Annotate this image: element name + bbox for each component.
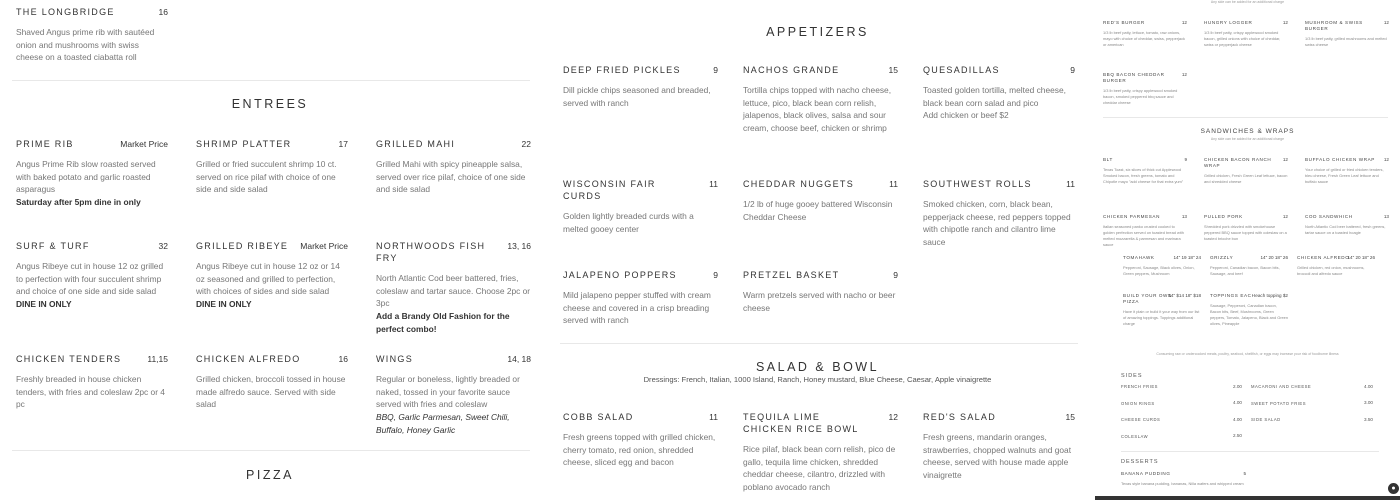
item-title: SURF & TURF: [16, 241, 90, 251]
side-item-name: FRENCH FRIES: [1121, 384, 1158, 389]
side-item-name: SIDE SALAD: [1251, 417, 1281, 422]
item-description: 1/3 lb beef patty, crispy applewood smoked bacon, smoked peppered bbq sauce and cheddar cheese: [1103, 88, 1178, 105]
menu-item: [743, 269, 898, 314]
item-description: Shredded pork drizzled with smokehouse peppered BBQ sauce topped with coleslaw on a toasted brioche bun: [1204, 224, 1287, 241]
item-description: Grilled chicken, red onion, mushrooms, broccoli and alfredo sauce: [1297, 265, 1365, 276]
item-price: 9: [1070, 65, 1075, 75]
menu-item: [1103, 72, 1187, 106]
menu-item: [563, 269, 718, 327]
item-note: Add a Brandy Old Fashion for the perfect combo!: [376, 311, 510, 334]
menu-item: [743, 64, 898, 135]
item-price: 14" 20 18" 26: [1260, 255, 1288, 260]
side-item-name: CHEESE CURDS: [1121, 417, 1161, 422]
item-description: Grilled or fried succulent shrimp 10 ct. served on rice pilaf with choice of one side and side salad: [196, 159, 337, 195]
chat-button[interactable]: [1388, 483, 1399, 494]
menu-item: [16, 6, 168, 64]
item-note: DINE IN ONLY: [196, 299, 252, 310]
item-price: 9: [893, 270, 898, 280]
item-title: GRIZZLY: [1210, 255, 1234, 260]
item-price: 12: [1181, 72, 1187, 77]
item-description: 1/2 lb of huge gooey battered Wisconsin Cheddar Cheese: [743, 199, 893, 222]
divider: [560, 343, 1078, 344]
item-description: Smoked chicken, corn, black bean, pepperjack cheese, red peppers topped with chipotle ranch and cilantro lime sauce: [923, 199, 1071, 248]
menu-item: [1297, 255, 1375, 277]
menu-item: [376, 138, 531, 196]
item-description: Angus Ribeye cut in house 12 oz grilled to perfection with four succulent shrimp and choice of one side and side salad: [16, 261, 164, 297]
item-price: 14, 18: [507, 354, 531, 364]
item-price: 12: [888, 412, 898, 422]
item-title: TEQUILA LIME CHICKEN RICE BOWL: [743, 412, 859, 434]
item-title: COBB SALAD: [563, 412, 634, 422]
item-description: Sausage, Pepperoni, Canadian bacon, Bacon bits, Beef, Mushrooms, Green peppers, Tomato, Jalapeno, Black and Green olives, Pineapple: [1210, 303, 1289, 326]
item-title: GRILLED MAHI: [376, 139, 456, 149]
item-price: 12: [1383, 20, 1389, 25]
divider: [1121, 451, 1379, 452]
item-title: NORTHWOODS FISH FRY: [376, 241, 486, 263]
item-title: CHICKEN BACON RANCH WRAP: [1204, 157, 1272, 168]
menu-item: [16, 240, 168, 311]
item-title: BLT: [1103, 157, 1113, 162]
menu-item: [16, 138, 168, 209]
item-description: Toasted golden tortilla, melted cheese, black bean corn salad and pico Add chicken or beef $2: [923, 85, 1066, 121]
menu-item: [1123, 255, 1201, 277]
menu-item: [196, 240, 348, 311]
item-title: COD SANDWHICH: [1305, 214, 1353, 219]
item-description: North Atlantic Cod beer battered, fries, coleslaw and tartar sauce. Choose 2pc or 3pc: [376, 273, 531, 309]
item-description: 1/3 lb beef patty, grilled mushrooms and melted swiss cheese: [1305, 36, 1387, 47]
item-description: 1/3 lb beef patty, crispy applewood smoked bacon, grilled onions with choice of cheddar, swiss or pepperjack cheese: [1204, 30, 1281, 47]
item-description: Shaved Angus prime rib with sautéed onion and mushrooms with swiss cheese on a toasted ciabatta roll: [16, 27, 155, 63]
item-title: TOPPINGS EACH: [1210, 293, 1256, 298]
item-note: DINE IN ONLY: [16, 299, 72, 310]
item-description: Grilled Mahi with spicy pineapple salsa, served over rice pilaf, choice of one side and side salad: [376, 159, 526, 195]
section-heading-pizza: PIZZA: [246, 468, 294, 482]
menu-item: [1305, 20, 1389, 48]
item-title: SOUTHWEST ROLLS: [923, 179, 1032, 189]
item-description: Texas Toast, six slices of thick cut Applewood Smoked bacon, fresh greens, tomato and Chipotle mayo "add cheese for that extra yum": [1103, 167, 1184, 184]
item-price: 13: [1181, 214, 1187, 219]
item-title: TOMAHAWK: [1123, 255, 1155, 260]
side-item-name: MACARONI AND CHEESE: [1251, 384, 1312, 389]
item-price: 11: [709, 179, 718, 189]
menu-item: [1123, 293, 1201, 327]
item-note: Saturday after 5pm dine in only: [16, 197, 141, 208]
menu-item: [1210, 255, 1288, 277]
item-price: 15: [888, 65, 898, 75]
side-item-name: COLESLAW: [1121, 433, 1149, 439]
side-item-price: 4.00: [1364, 383, 1373, 389]
item-price: 12: [1383, 157, 1389, 162]
item-title: PULLED PORK: [1204, 214, 1243, 219]
item-description: Fresh greens, mandarin oranges, strawberries, chopped walnuts and goat cheese, served with house made apple vinaigrette: [923, 432, 1072, 481]
consumer-advisory: Consuming raw or undercooked meats, poultry, seafood, shellfish, or eggs may increase your risk of foodborne illness: [1156, 352, 1339, 356]
item-price: 12: [1282, 157, 1288, 162]
item-price: 14" 20 18" 26: [1347, 255, 1375, 260]
item-price: 9: [713, 65, 718, 75]
side-item-price: 3.50: [1364, 416, 1373, 422]
section-heading-sides: SIDES: [1121, 373, 1143, 379]
menu-item: [1103, 157, 1187, 185]
menu-item: [923, 178, 1075, 249]
side-item-price: 4.00: [1233, 416, 1242, 422]
side-item-price: 4.00: [1233, 400, 1242, 405]
section-heading-desserts: DESSERTS: [1121, 459, 1159, 465]
item-title: NACHOS GRANDE: [743, 65, 840, 75]
item-price: 9: [1184, 157, 1187, 162]
sandwiches-note: Any side can be added for an additional charge: [1210, 137, 1285, 141]
item-title: JALAPENO POPPERS: [563, 270, 677, 280]
item-price: 17: [338, 139, 348, 149]
item-description: Rice pilaf, black bean corn relish, pico de gallo, tequila lime chicken, shredded cheddar cheese, cilantro, drizzled with poblano avocado ranch: [743, 444, 896, 493]
item-title: THE LONGBRIDGE: [16, 7, 115, 17]
menu-item: [376, 240, 531, 336]
item-description: Warm pretzels served with nacho or beer cheese: [743, 290, 896, 313]
item-title: PRIME RIB: [16, 139, 74, 149]
item-description: Mild jalapeno pepper stuffed with cream cheese and covered in a crisp breading served with ranch: [563, 290, 711, 326]
item-title: WINGS: [376, 354, 413, 364]
divider: [12, 450, 530, 451]
item-description: Regular or boneless, lightly breaded or naked, tossed in your favorite sauce served with fries and coleslaw: [376, 374, 520, 410]
menu-item: [1305, 214, 1389, 236]
side-item-price: 2.50: [1233, 433, 1242, 438]
item-price: 12: [1282, 214, 1288, 219]
divider: [1103, 117, 1388, 118]
item-description: Texas style banana pudding, bananas, Nilla wafers and whipped cream: [1121, 481, 1244, 486]
item-price: 16: [338, 354, 348, 364]
menu-item: [923, 64, 1075, 122]
bottom-bar: [1095, 496, 1400, 500]
item-price: Market Price: [120, 139, 168, 149]
item-title: CHICKEN ALFREDO: [196, 354, 301, 364]
item-title: BANANA PUDDING: [1121, 471, 1171, 476]
item-sauces: BBQ, Garlic Parmesan, Sweet Chili, Buffalo, Honey Garlic: [376, 412, 510, 435]
item-title: MUSHROOM & SWISS BURGER: [1305, 20, 1363, 31]
item-title: SHRIMP PLATTER: [196, 139, 292, 149]
item-title: CHICKEN TENDERS: [16, 354, 122, 364]
item-title: CHICKEN PARMESAN: [1103, 214, 1160, 219]
item-price: 5: [1243, 471, 1246, 476]
item-description: Fresh greens topped with grilled chicken, cherry tomato, red onion, shredded cheese, sliced egg and bacon: [563, 432, 716, 468]
side-item-price: 3.00: [1364, 400, 1373, 405]
item-description: Angus Ribeye cut in house 12 oz or 14 oz seasoned and grilled to perfection, with choices of sides and side salad: [196, 261, 340, 297]
item-price: 22: [521, 139, 531, 149]
item-title: BUFFALO CHICKEN WRAP: [1305, 157, 1375, 162]
item-description: 1/3 lb beef patty, lettuce, tomato, raw onions, mayo with choice of cheddar, swiss, pepperjack or american: [1103, 30, 1185, 47]
item-price: Market Price: [300, 241, 348, 251]
item-title: CHICKEN ALFREDO: [1297, 255, 1350, 260]
item-description: Freshly breaded in house chicken tenders, with fries and coleslaw 2pc or 4 pc: [16, 374, 165, 410]
item-title: CHEDDAR NUGGETS: [743, 179, 855, 189]
menu-item: [16, 353, 168, 411]
item-price: 11: [709, 412, 718, 422]
item-price: 32: [158, 241, 168, 251]
dressings-note: Dressings: French, Italian, 1000 Island, Ranch, Honey mustard, Blue Cheese, Caesar, Apple vinaigrette: [643, 375, 992, 384]
menu-item: [923, 411, 1075, 482]
side-item-price: 2.00: [1233, 383, 1242, 389]
menu-item: [743, 411, 898, 494]
item-title: QUESADILLAS: [923, 65, 1000, 75]
menu-item: [1210, 293, 1288, 327]
section-heading-appetizers: APPETIZERS: [766, 25, 869, 39]
menu-item: [1204, 20, 1288, 48]
menu-item: [196, 353, 348, 411]
section-heading-salad-bowl: SALAD & BOWL: [755, 360, 880, 374]
item-price: 14" $14 18" $18: [1168, 293, 1201, 298]
item-price: 16: [158, 7, 168, 17]
item-title: RED'S BURGER: [1103, 20, 1145, 25]
burgers-note: Any side can be added for an additional charge: [1210, 0, 1285, 4]
menu-item: [743, 178, 898, 223]
item-price: 14" 19 18" 24: [1173, 255, 1201, 260]
item-price: 9: [713, 270, 718, 280]
item-price: each topping $2: [1255, 293, 1288, 298]
item-title: BUILD YOUR OWN PIZZA: [1123, 293, 1172, 304]
item-description: Italian seasoned panko crusted cooked to golden perfection served on toasted bread with melted mozzarella & parmesan and marinara sauce: [1103, 224, 1184, 247]
item-description: Your choice of grilled or fried chicken tenders, bleu cheese, Fresh Green Leaf lettuce and buffalo sauce: [1305, 167, 1384, 184]
item-description: Golden lightly breaded curds with a melted gooey center: [563, 211, 694, 234]
item-price: 12: [1282, 20, 1288, 25]
menu-item: [1204, 157, 1288, 185]
section-heading-entrees: ENTREES: [231, 97, 309, 111]
item-price: 12: [1181, 20, 1187, 25]
menu-item: [563, 178, 718, 235]
item-description: Tortilla chips topped with nacho cheese, lettuce, pico, black bean corn relish, jalapenos, black olives, salsa and sour cream, choose beef, chicken or shrimp: [743, 85, 892, 134]
section-heading-sandwiches: SANDWICHES & WRAPS: [1200, 128, 1295, 135]
item-description: Dill pickle chips seasoned and breaded, served with ranch: [563, 85, 711, 108]
menu-item: [1204, 214, 1288, 242]
item-title: BBQ BACON CHEDDAR BURGER: [1103, 72, 1165, 83]
item-description: North Atlantic Cod beer battered, fresh greens, tartar sauce on a toasted hoagie: [1305, 224, 1386, 235]
menu-item: [1103, 214, 1187, 248]
side-item-name: SWEET POTATO FRIES: [1251, 400, 1306, 406]
item-price: 11: [889, 179, 898, 189]
divider: [12, 80, 530, 81]
side-item-name: ONION RINGS: [1121, 400, 1155, 406]
item-description: Angus Prime Rib slow roasted served with baked potato and garlic roasted asparagus: [16, 159, 156, 195]
menu-item: [1121, 471, 1246, 487]
item-description: Pepperoni, Sausage, Black olives, Onion, Green peppers, Mushroom: [1123, 265, 1195, 276]
item-description: Have it plain or build it your way from our list of amazing toppings. Toppings additional charge: [1123, 309, 1200, 326]
item-title: HUNGRY LOGGER: [1204, 20, 1253, 25]
menu-item: [563, 64, 718, 109]
item-price: 11: [1066, 179, 1075, 189]
item-title: DEEP FRIED PICKLES: [563, 65, 681, 75]
item-description: Pepperoni, Canadian bacon, Bacon bits, Sausage, and beef: [1210, 265, 1280, 276]
item-title: RED'S SALAD: [923, 412, 997, 422]
item-price: 13: [1383, 214, 1389, 219]
menu-item: [376, 353, 531, 437]
menu-item: [563, 411, 718, 469]
item-price: 13, 16: [507, 241, 531, 251]
item-price: 15: [1065, 412, 1075, 422]
menu-item: [196, 138, 348, 196]
item-title: PRETZEL BASKET: [743, 270, 840, 280]
item-price: 11,15: [147, 354, 168, 364]
item-description: Grilled chicken, broccoli tossed in house made alfredo sauce. Served with side salad: [196, 374, 346, 410]
menu-item: [1305, 157, 1389, 185]
chat-bubble-icon: ●: [1391, 485, 1396, 492]
item-description: Grilled chicken, Fresh Green Leaf lettuce, bacon and shredded cheese: [1204, 173, 1288, 184]
item-title: WISCONSIN FAIR CURDS: [563, 179, 656, 201]
menu-item: [1103, 20, 1187, 48]
item-title: GRILLED RIBEYE: [196, 241, 289, 251]
